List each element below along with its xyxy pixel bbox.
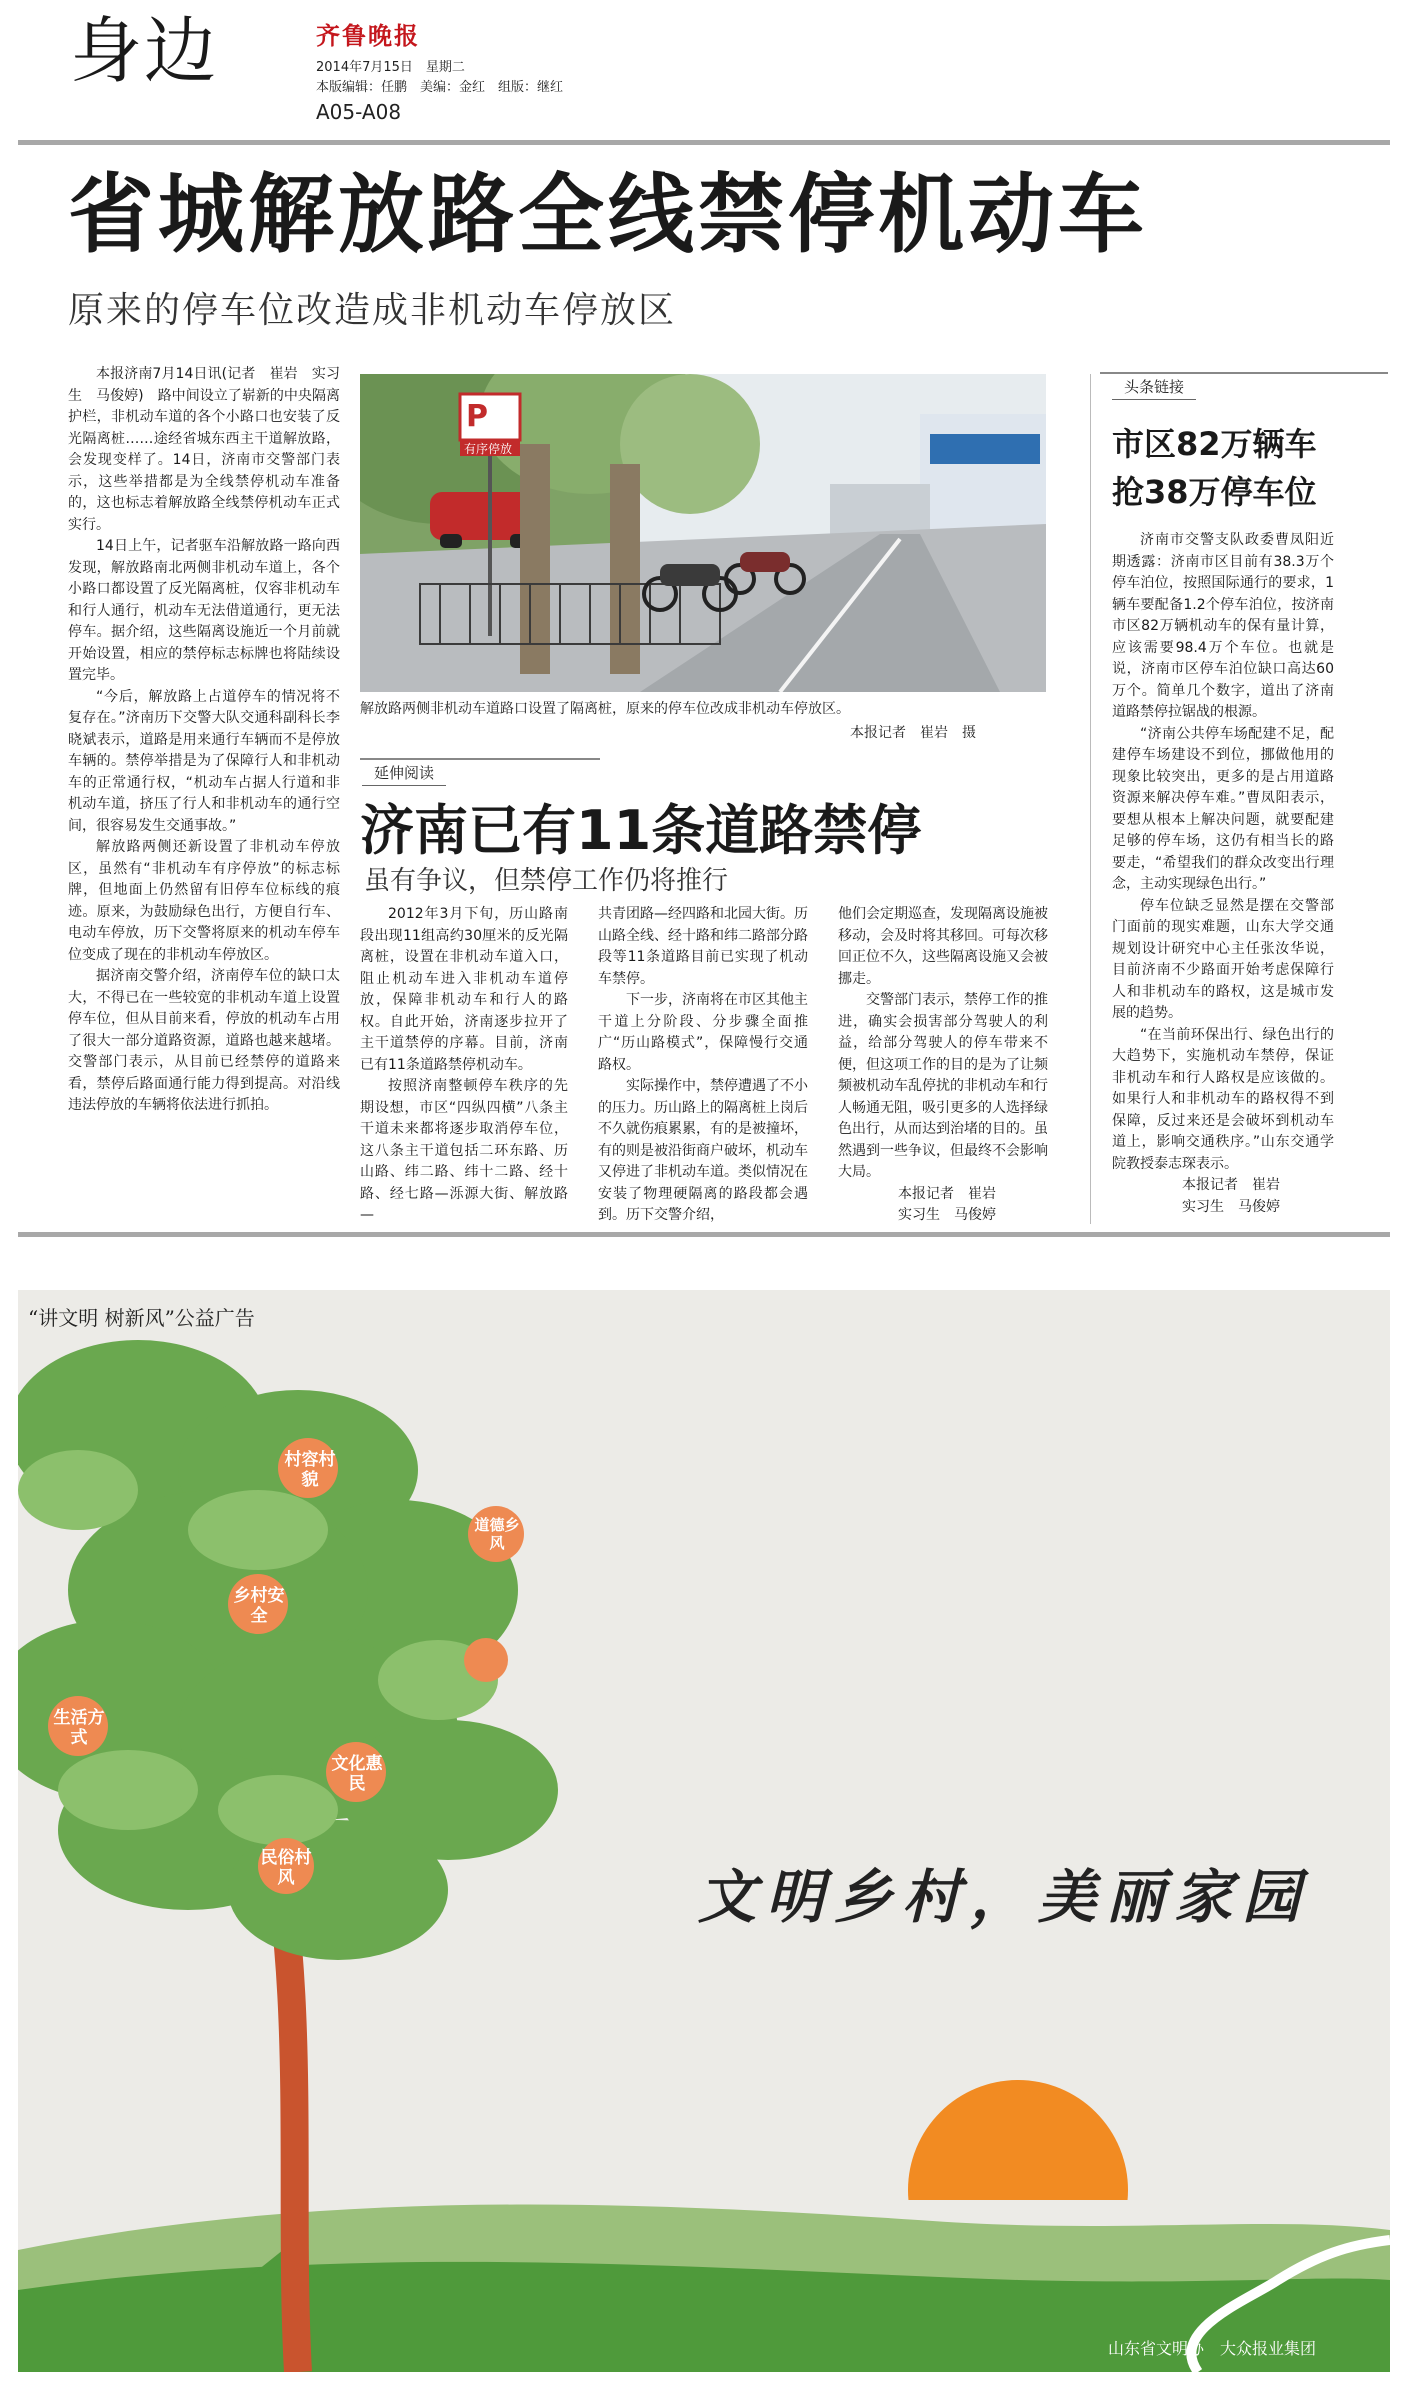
street-scene-illustration xyxy=(360,374,1046,692)
page-headline: 省城解放路全线禁停机动车 xyxy=(68,165,1148,265)
sidebar-rule xyxy=(1100,372,1388,374)
extension-col-3 xyxy=(838,904,1048,1227)
sidebar-paragraph: “在当前环保出行、绿色出行的大趋势下，实施机动车禁停，保证非机动车和行人路权是应该做的。如果行人和非机动车的路权得不到保障，反过来还是会破坏到机动车道上，影响交通秩序。”山东交通学院教授泰志琛表示。 xyxy=(1112,1026,1334,1172)
street-photo xyxy=(360,374,1046,692)
ad-sponsor: 山东省文明办 大众报业集团 xyxy=(1108,2339,1317,2358)
ad-tag: “讲文明 树新风”公益广告 xyxy=(28,1306,255,1330)
article-paragraph: “今后，解放路上占道停车的情况将不复存在。”济南历下交警大队交通科副科长李晓斌表示，道路是用来通行车辆而不是停放车辆的。禁停举措是为了保障行人和非机动车的正常通行权，“机动车占据人行道和非机动车道，挤压了行人和非机动车的通行空间，很容易发生交通事故。” xyxy=(68,688,340,834)
fruit-label: 乡村安全 xyxy=(233,1586,285,1626)
newspaper-logo: 齐鲁晚报 xyxy=(316,21,420,50)
fruit-icon xyxy=(464,1638,508,1682)
extension-subtitle: 虽有争议，但禁停工作仍将推行 xyxy=(364,866,729,896)
extension-title: 济南已有11条道路禁停 xyxy=(360,799,922,862)
extension-paragraph: 交警部门表示，禁停工作的推进，确实会损害部分驾驶人的利益，给部分驾驶人的停车带来不便，但这项工作的目的是为了让频频被机动车乱停扰的非机动车和行人畅通无阻，吸引更多的人选择绿色出行，从而达到治堵的目的。虽然遇到一些争议，但最终不会影响大局。 xyxy=(838,992,1048,1180)
svg-text:P: P xyxy=(466,399,488,434)
article-paragraph: 14日上午，记者驱车沿解放路一路向西发现，解放路南北两侧非机动车道上，各个小路口都设置了反光隔离桩，仅容非机动车和行人通行，机动车无法借道通行，更无法停车。据介绍，这些隔离设施近一个月前就开始设置，相应的禁停标志标牌也将陆续设置完毕。 xyxy=(68,538,340,683)
bottom-divider xyxy=(18,1232,1390,1237)
extension-rule xyxy=(360,758,600,760)
editors-line: 本版编辑：任鹏 美编：金红 组版：继红 xyxy=(316,80,564,95)
sidebar-paragraph: 济南市交警支队政委曹凤阳近期透露：济南市区目前有38.3万个停车泊位，按照国际通行的要求，1辆车要配备1.2个停车泊位，按济南市区82万辆机动车的保有量计算，应该需要98.4万个车位。也就是说，济南市区停车泊位缺口高达60万个。简单几个数字，道出了济南道路禁停拉锯战的根源。 xyxy=(1112,532,1334,720)
fruit-label: 道德乡风 xyxy=(474,1516,520,1552)
page-range: A05-A08 xyxy=(316,100,402,124)
extension-kicker: 延伸阅读 xyxy=(362,760,446,786)
extension-col-1 xyxy=(360,904,568,1227)
top-divider xyxy=(18,140,1390,145)
sidebar-byline: 实习生 马俊婷 xyxy=(1182,1198,1280,1215)
sidebar-title-line2: 抢38万停车位 xyxy=(1112,473,1317,511)
sidebar-article xyxy=(1112,530,1334,1218)
fruit-label: 文化惠民 xyxy=(331,1754,383,1794)
sidebar-kicker: 头条链接 xyxy=(1112,374,1196,400)
extension-byline: 实习生 马俊婷 xyxy=(898,1207,996,1223)
photo-credit: 本报记者 崔岩 摄 xyxy=(850,725,976,741)
fruit-label: 民俗村风 xyxy=(260,1848,312,1888)
sidebar-title-line1: 市区82万辆车 xyxy=(1112,425,1317,463)
section-title: 身边 xyxy=(70,9,219,93)
extension-paragraph: 2012年3月下旬，历山路南段出现11组高约30厘米的反光隔离桩，设置在非机动车道入口，阻止机动车进入非机动车道停放，保障非机动车和行人的路权。自此开始，济南逐步拉开了主干道禁停的序幕。目前，济南已有11条道路禁停机动车。 xyxy=(360,906,568,1073)
ad-illustration xyxy=(18,1290,1390,2372)
page-subheadline: 原来的停车位改造成非机动车停放区 xyxy=(68,290,677,331)
article-paragraph: 据济南交警介绍，济南停车位的缺口太大，不得已在一些较宽的非机动车道上设置停车位，但从目前来看，停放的机动车占用了很大一部分道路资源，道路也越来越堵。交警部门表示，从目前已经禁停的道路来看，禁停后路面通行能力得到提高。对沿线违法停放的车辆将依法进行抓拍。 xyxy=(68,968,340,1113)
article-paragraph: 解放路两侧还新设置了非机动车停放区，虽然有“非机动车有序停放”的标志标牌，但地面上仍然留有旧停车位标线的痕迹。原来，为鼓励绿色出行，方便自行车、电动车停放，历下交警将原来的机动车停车位变成了现在的非机动车停放区。 xyxy=(68,839,340,963)
article-paragraph: 本报济南7月14日讯(记者 崔岩 实习生 马俊婷) 路中间设立了崭新的中央隔离护栏，非机动车道的各个小路口也安装了反光隔离桩……途经省城东西主干道解放路，会发现变样了。14日，济南市交警部门表示，这些举措都是为全线禁停机动车准备的，这也标志着解放路全线禁停机动车正式实行。 xyxy=(68,366,340,533)
photo-caption: 解放路两侧非机动车道路口设置了隔离桩，原来的停车位改成非机动车停放区。 xyxy=(360,701,850,717)
fruit-label: 村容村貌 xyxy=(284,1450,336,1490)
sidebar-byline: 本报记者 崔岩 xyxy=(1182,1177,1280,1193)
extension-paragraph: 共青团路—经四路和北园大街。历山路全线、经十路和纬二路部分路段等11条道路目前已实现了机动车禁停。 xyxy=(598,906,808,987)
extension-col-2 xyxy=(598,904,808,1227)
extension-paragraph: 他们会定期巡查，发现隔离设施被移动，会及时将其移回。可每次移回正位不久，这些隔离设施又会被挪走。 xyxy=(838,906,1048,987)
sidebar-paragraph: “济南公共停车场配建不足，配建停车场建设不到位，挪做他用的现象比较突出，更多的是占用道路资源来解决停车难。”曹凤阳表示，要想从根本上解决问题，就要配建足够的停车场，这仍有相当长的路要走，“希望我们的群众改变出行理念，主动实现绿色出行。” xyxy=(1112,725,1334,892)
date-line: 2014年7月15日 星期二 xyxy=(316,60,465,75)
sidebar-paragraph: 停车位缺乏显然是摆在交警部门面前的现实难题，山东大学交通规划设计研究中心主任张汝华说，目前济南不少路面开始考虑保障行人和非机动车的路权，这是城市发展的趋势。 xyxy=(1112,897,1334,1021)
extension-byline: 本报记者 崔岩 xyxy=(898,1185,996,1202)
public-service-ad xyxy=(18,1290,1390,2372)
column-divider xyxy=(1090,374,1091,1224)
extension-paragraph: 按照济南整顿停车秩序的先期设想，市区“四纵四横”八条主干道未来都将逐步取消停车位，这八条主干道包括二环东路、历山路、纬二路、纬十二路、经十路、经七路—泺源大街、解放路— xyxy=(360,1078,568,1223)
ad-slogan: 文明乡村，美丽家园 xyxy=(698,1863,1311,1931)
extension-paragraph: 下一步，济南将在市区其他主干道上分阶段、分步骤全面推广“历山路模式”，保障慢行交通路权。 xyxy=(598,992,808,1073)
extension-paragraph: 实际操作中，禁停遭遇了不小的压力。历山路上的隔离桩上岗后不久就伤痕累累，有的是被撞坏，有的则是被沿街商户破坏，机动车又停进了非机动车道。类似情况在安装了物理硬隔离的路段都会遇到。历下交警介绍， xyxy=(598,1078,808,1223)
fruit-label: 生活方式 xyxy=(53,1708,105,1748)
parking-sign-label: 有序停放 xyxy=(464,442,513,456)
main-article xyxy=(68,364,340,1117)
